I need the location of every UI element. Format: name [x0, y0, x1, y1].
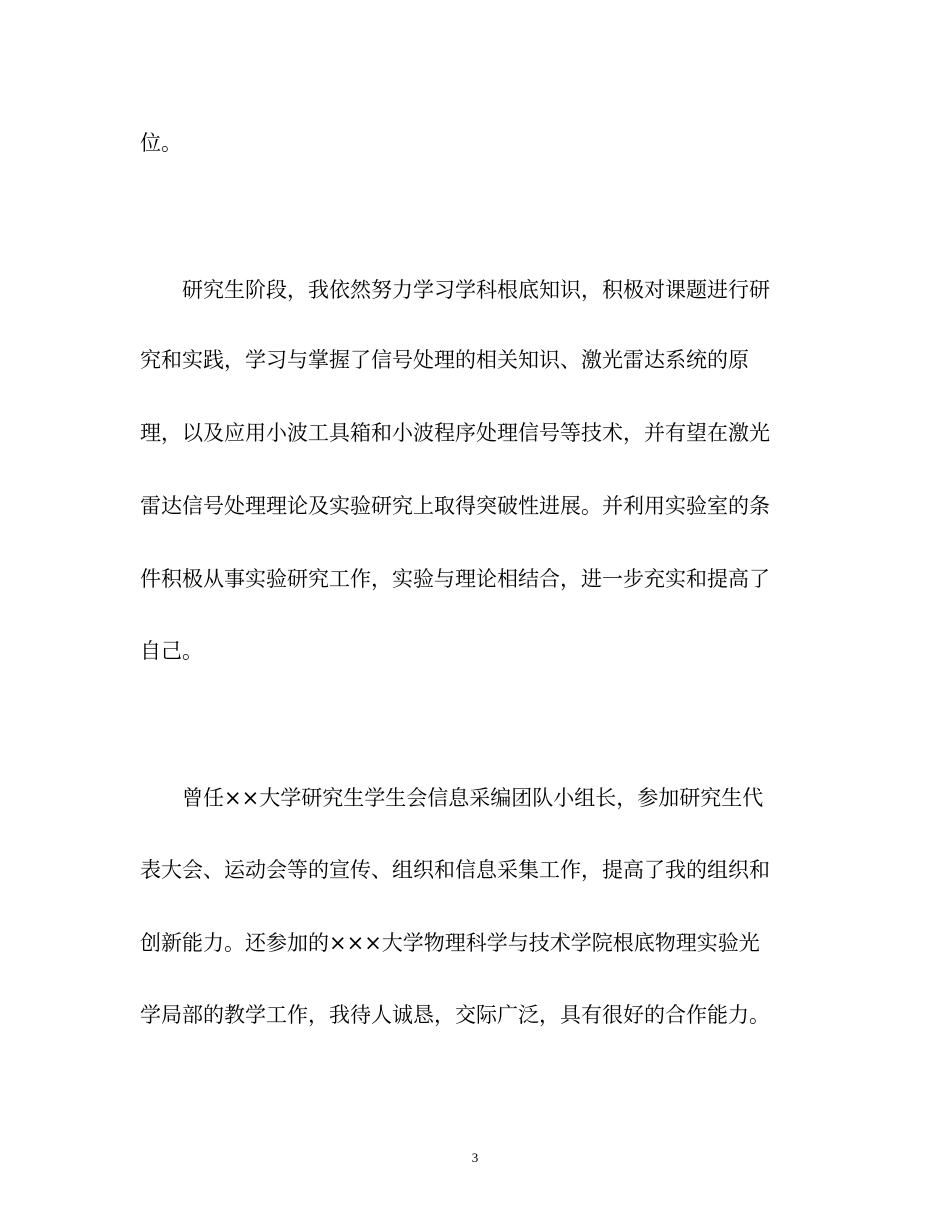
continuation-line: 位。 — [140, 131, 182, 155]
paragraph-line: 创新能力。还参加的×××大学物理科学与技术学院根底物理实验光 — [140, 931, 760, 955]
paragraph-line: 研究生阶段，我依然努力学习学科根底知识，积极对课题进行研 — [182, 278, 770, 302]
paragraph-line: 曾任××大学研究生学生会信息采编团队小组长，参加研究生代 — [182, 786, 764, 810]
paragraph-line: 究和实践，学习与掌握了信号处理的相关知识、激光雷达系统的原 — [140, 348, 749, 372]
paragraph-line: 理，以及应用小波工具箱和小波程序处理信号等技术，并有望在激光 — [140, 421, 770, 445]
paragraph-line: 自己。 — [140, 639, 203, 663]
paragraph-line: 表大会、运动会等的宣传、组织和信息采集工作，提高了我的组织和 — [140, 858, 770, 882]
page-number: 3 — [471, 1150, 479, 1165]
paragraph-line: 件积极从事实验研究工作，实验与理论相结合，进一步充实和提高了 — [140, 567, 770, 591]
paragraph-line: 雷达信号处理理论及实验研究上取得突破性进展。并利用实验室的条 — [140, 494, 770, 518]
paragraph-line: 学局部的教学工作，我待人诚恳，交际广泛，具有很好的合作能力。 — [140, 1003, 770, 1027]
